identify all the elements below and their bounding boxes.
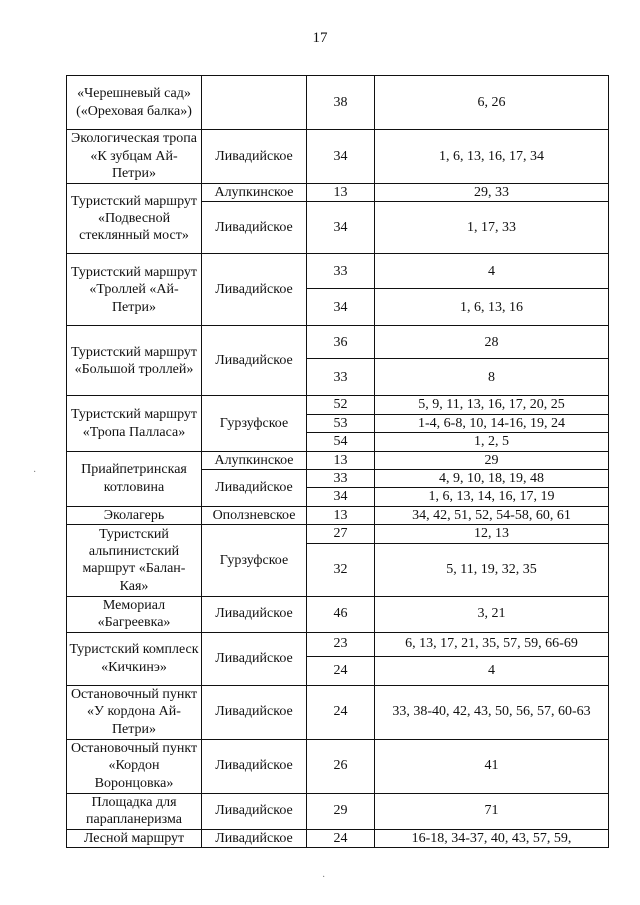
object-name: Эколагерь bbox=[67, 506, 202, 524]
vydel-numbers: 71 bbox=[375, 793, 609, 829]
vydel-numbers: 1-4, 6-8, 10, 14-16, 19, 24 bbox=[375, 414, 609, 432]
vydel-numbers: 1, 17, 33 bbox=[375, 202, 609, 254]
quarter-number: 23 bbox=[307, 632, 375, 656]
quarter-number: 36 bbox=[307, 326, 375, 359]
quarter-number: 34 bbox=[307, 130, 375, 184]
quarter-number: 54 bbox=[307, 433, 375, 451]
vydel-numbers: 33, 38-40, 42, 43, 50, 56, 57, 60-63 bbox=[375, 685, 609, 739]
settlement: Ливадийское bbox=[202, 739, 307, 793]
vydel-numbers: 6, 26 bbox=[375, 76, 609, 130]
object-name: «Черешневый сад» («Ореховая балка») bbox=[67, 76, 202, 130]
quarter-number: 33 bbox=[307, 470, 375, 488]
vydel-numbers: 5, 11, 19, 32, 35 bbox=[375, 543, 609, 596]
settlement: Гурзуфское bbox=[202, 396, 307, 451]
table-row bbox=[67, 396, 609, 414]
table-row bbox=[67, 685, 609, 739]
vydel-numbers: 1, 6, 13, 16, 17, 34 bbox=[375, 130, 609, 184]
table-row bbox=[67, 596, 609, 632]
object-name: Лесной маршрут bbox=[67, 829, 202, 847]
settlement: Ливадийское bbox=[202, 632, 307, 685]
object-name: Площадка для парапланеризма bbox=[67, 793, 202, 829]
vydel-numbers: 1, 6, 13, 14, 16, 17, 19 bbox=[375, 488, 609, 506]
vydel-numbers: 4 bbox=[375, 254, 609, 289]
quarter-number: 34 bbox=[307, 202, 375, 254]
vydel-numbers: 6, 13, 17, 21, 35, 57, 59, 66-69 bbox=[375, 632, 609, 656]
object-name: Приайпетринская котловина bbox=[67, 451, 202, 506]
scan-speck: · bbox=[322, 872, 326, 883]
quarter-number: 32 bbox=[307, 543, 375, 596]
settlement: Ливадийское bbox=[202, 130, 307, 184]
object-name: Туристский маршрут «Подвесной стеклянный мост» bbox=[67, 184, 202, 254]
settlement bbox=[202, 76, 307, 130]
quarter-number: 13 bbox=[307, 184, 375, 202]
vydel-numbers: 4 bbox=[375, 656, 609, 685]
object-name: Остановочный пункт «У кордона Ай-Петри» bbox=[67, 685, 202, 739]
settlement: Ливадийское bbox=[202, 254, 307, 326]
quarter-number: 13 bbox=[307, 451, 375, 469]
quarter-number: 13 bbox=[307, 506, 375, 524]
quarter-number: 34 bbox=[307, 488, 375, 506]
quarter-number: 24 bbox=[307, 829, 375, 847]
quarter-number: 38 bbox=[307, 76, 375, 130]
quarter-number: 24 bbox=[307, 685, 375, 739]
vydel-numbers: 41 bbox=[375, 739, 609, 793]
vydel-numbers: 29, 33 bbox=[375, 184, 609, 202]
table-row bbox=[67, 793, 609, 829]
quarter-number: 33 bbox=[307, 359, 375, 396]
vydel-numbers: 34, 42, 51, 52, 54-58, 60, 61 bbox=[375, 506, 609, 524]
quarter-number: 27 bbox=[307, 525, 375, 543]
quarter-number: 46 bbox=[307, 596, 375, 632]
object-name: Туристский маршрут «Троллей «Ай-Петри» bbox=[67, 254, 202, 326]
settlement: Оползневское bbox=[202, 506, 307, 524]
table-row bbox=[67, 506, 609, 524]
vydel-numbers: 16-18, 34-37, 40, 43, 57, 59, bbox=[375, 829, 609, 847]
table-row bbox=[67, 829, 609, 847]
vydel-numbers: 1, 2, 5 bbox=[375, 433, 609, 451]
settlement: Гурзуфское bbox=[202, 525, 307, 596]
vydel-numbers: 29 bbox=[375, 451, 609, 469]
table-row bbox=[67, 451, 609, 469]
object-name: Туристский комплеск «Кичкинэ» bbox=[67, 632, 202, 685]
table-row bbox=[67, 525, 609, 543]
settlement: Ливадийское bbox=[202, 829, 307, 847]
quarter-number: 53 bbox=[307, 414, 375, 432]
vydel-numbers: 4, 9, 10, 18, 19, 48 bbox=[375, 470, 609, 488]
object-name: Туристский альпинистский маршрут «Балан-Кая» bbox=[67, 525, 202, 596]
object-name: Экологическая тропа «К зубцам Ай-Петри» bbox=[67, 130, 202, 184]
quarter-number: 24 bbox=[307, 656, 375, 685]
page-number: 17 bbox=[312, 30, 328, 46]
vydel-numbers: 1, 6, 13, 16 bbox=[375, 289, 609, 326]
vydel-numbers: 5, 9, 11, 13, 16, 17, 20, 25 bbox=[375, 396, 609, 414]
object-name: Остановочный пункт «Кордон Воронцовка» bbox=[67, 739, 202, 793]
settlement: Алупкинское bbox=[202, 184, 307, 202]
quarter-number: 33 bbox=[307, 254, 375, 289]
quarter-number: 26 bbox=[307, 739, 375, 793]
quarter-number: 52 bbox=[307, 396, 375, 414]
vydel-numbers: 8 bbox=[375, 359, 609, 396]
settlement: Алупкинское bbox=[202, 451, 307, 469]
table-row bbox=[67, 184, 609, 202]
object-name: Мемориал «Багреевка» bbox=[67, 596, 202, 632]
object-name: Туристский маршрут «Большой троллей» bbox=[67, 326, 202, 396]
table-row bbox=[67, 76, 609, 130]
quarter-number: 34 bbox=[307, 289, 375, 326]
table-row bbox=[67, 254, 609, 289]
vydel-numbers: 28 bbox=[375, 326, 609, 359]
settlement: Ливадийское bbox=[202, 685, 307, 739]
forest-objects-table bbox=[66, 75, 609, 848]
table-row bbox=[67, 326, 609, 359]
settlement: Ливадийское bbox=[202, 202, 307, 254]
table-row bbox=[67, 739, 609, 793]
settlement: Ливадийское bbox=[202, 596, 307, 632]
scan-speck: · bbox=[33, 467, 37, 478]
table-row bbox=[67, 632, 609, 656]
table-row bbox=[67, 130, 609, 184]
settlement: Ливадийское bbox=[202, 470, 307, 507]
settlement: Ливадийское bbox=[202, 326, 307, 396]
vydel-numbers: 3, 21 bbox=[375, 596, 609, 632]
vydel-numbers: 12, 13 bbox=[375, 525, 609, 543]
quarter-number: 29 bbox=[307, 793, 375, 829]
settlement: Ливадийское bbox=[202, 793, 307, 829]
object-name: Туристский маршрут «Тропа Палласа» bbox=[67, 396, 202, 451]
